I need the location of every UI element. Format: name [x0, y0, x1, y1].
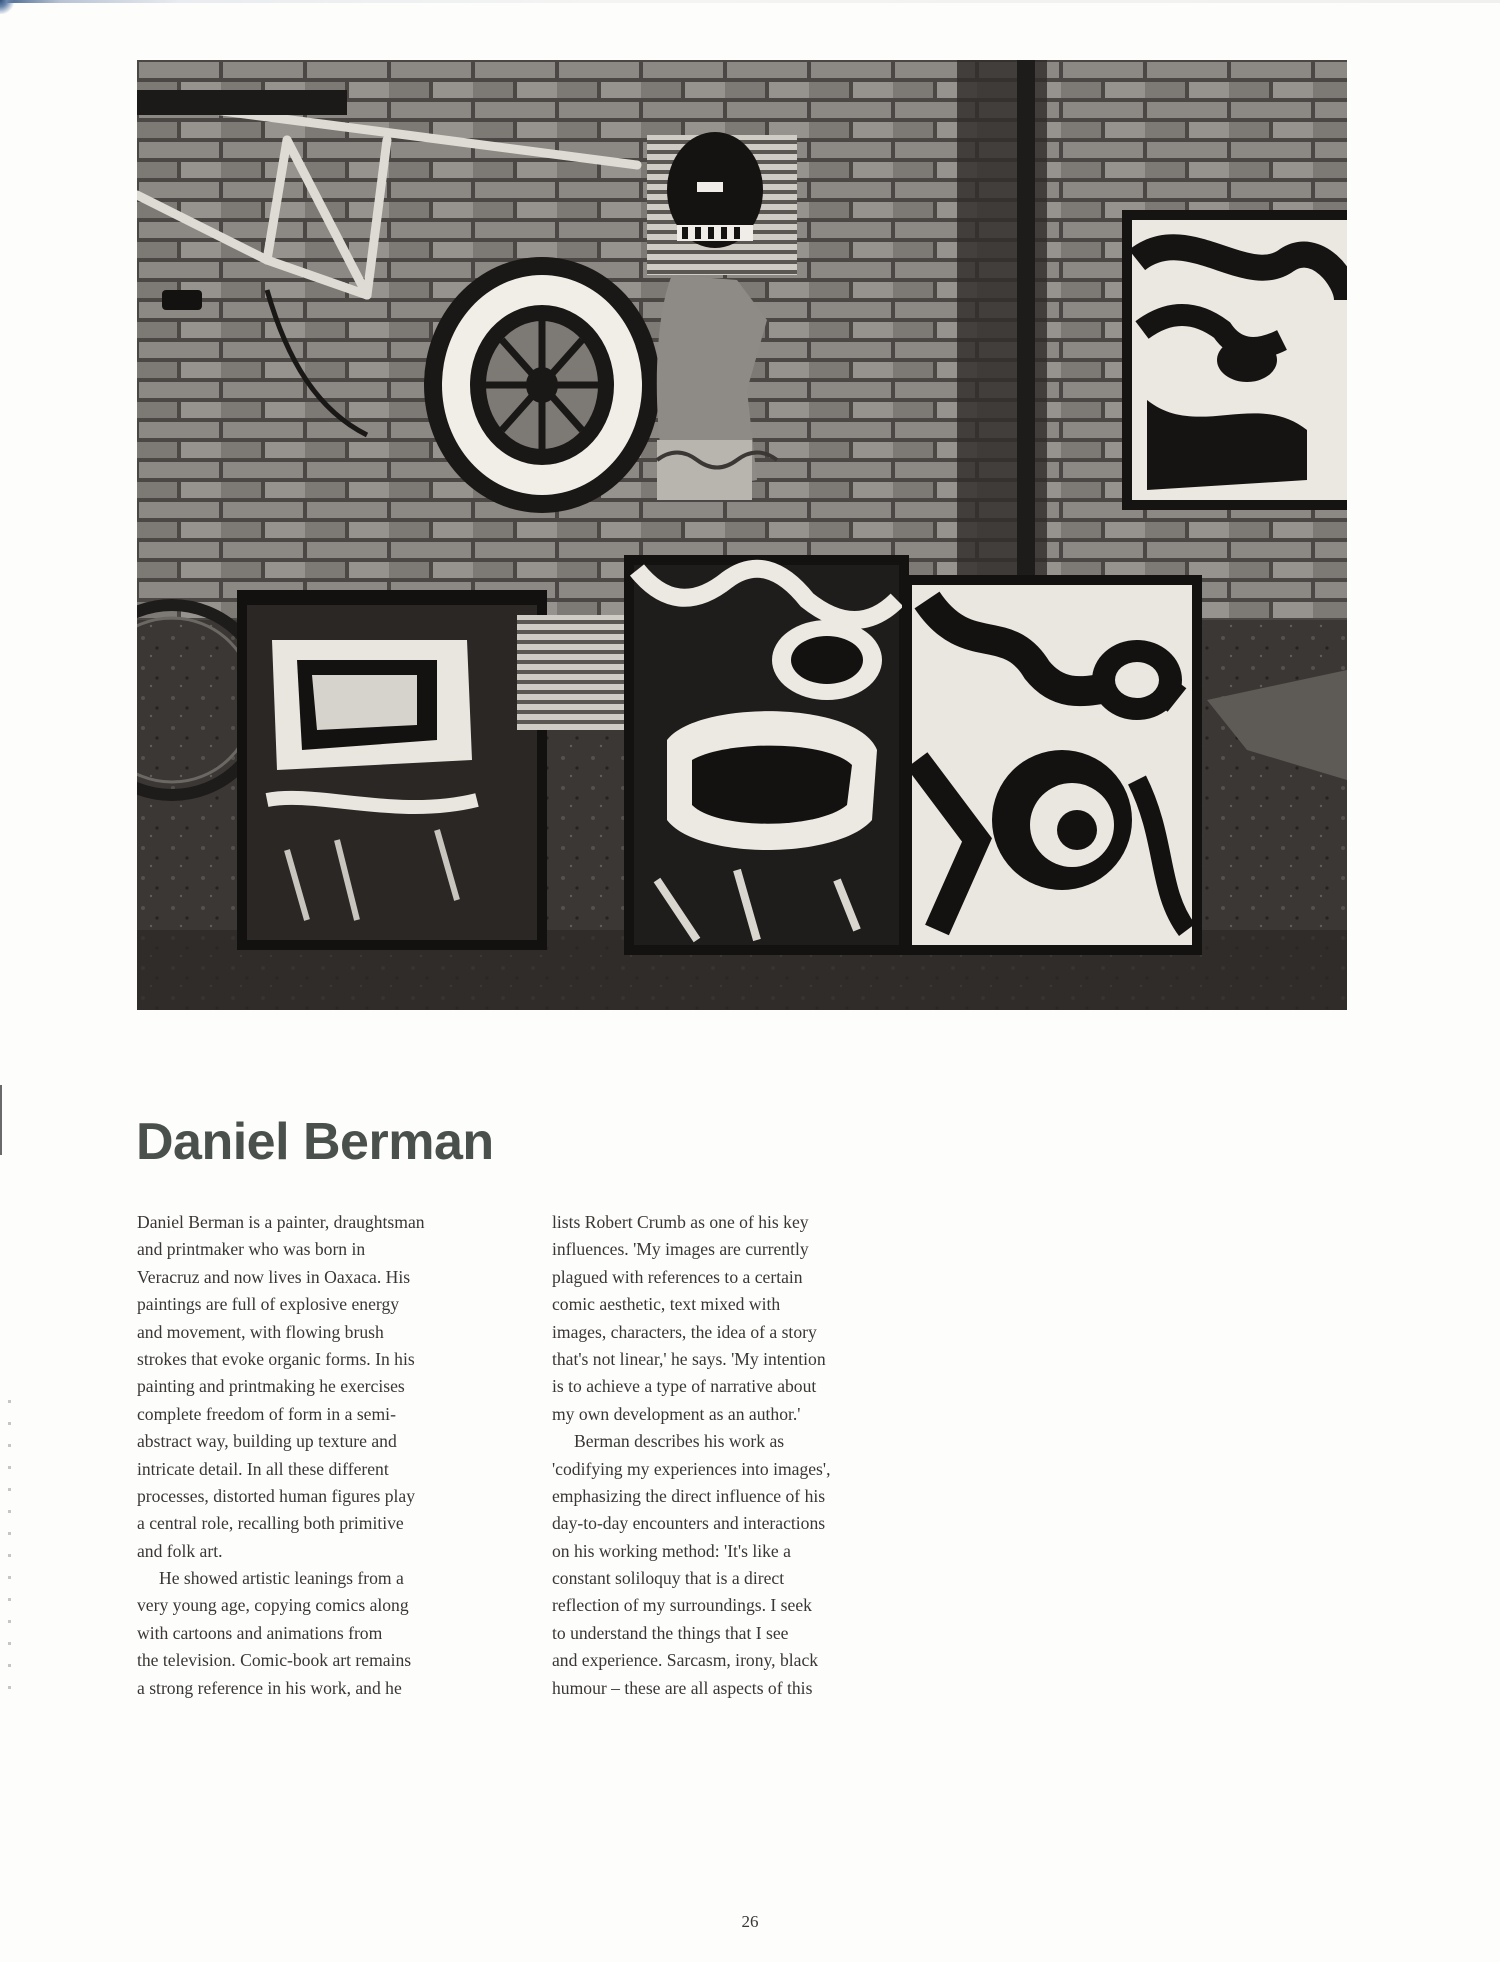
artist-name-heading: Daniel Berman — [136, 1113, 494, 1171]
text-column-right — [552, 1209, 932, 1702]
text-column-left — [137, 1209, 517, 1702]
body-text-line: and movement, with flowing brush — [137, 1321, 384, 1342]
margin-dots — [8, 1400, 11, 1700]
body-text-line: processes, distorted human figures play — [137, 1485, 416, 1506]
body-text-line: Berman describes his work as — [574, 1431, 785, 1452]
body-text-line: strokes that evoke organic forms. In his — [137, 1348, 415, 1369]
body-text-line: lists Robert Crumb as one of his key — [552, 1212, 809, 1232]
body-text-line: emphasizing the direct influence of his — [552, 1485, 826, 1506]
body-text-line: influences. 'My images are currently — [552, 1239, 809, 1260]
body-text-line: that's not linear,' he says. 'My intention — [552, 1348, 826, 1369]
body-text-line: is to achieve a type of narrative about — [552, 1376, 817, 1397]
body-text-line: the television. Comic-book art remains — [137, 1650, 412, 1671]
scan-top-edge — [0, 0, 1500, 3]
body-text-line: reflection of my surroundings. I seek — [552, 1595, 812, 1616]
body-text-line: comic aesthetic, text mixed with — [552, 1294, 781, 1315]
body-text-line: plagued with references to a certain — [552, 1266, 803, 1287]
body-text-line: with cartoons and animations from — [137, 1622, 383, 1643]
artist-studio-photo — [137, 60, 1347, 1010]
body-text-line: a strong reference in his work, and he — [137, 1677, 402, 1698]
body-text-line: day-to-day encounters and interactions — [552, 1513, 826, 1534]
body-text-line: humour – these are all aspects of this — [552, 1677, 813, 1698]
body-text-line: on his working method: 'It's like a — [552, 1540, 791, 1561]
body-text-line: abstract way, building up texture and — [137, 1431, 397, 1452]
body-text-line: Daniel Berman is a painter, draughtsman — [137, 1212, 425, 1232]
body-text-line: and folk art. — [137, 1540, 223, 1561]
body-text-line: my own development as an author.' — [552, 1403, 801, 1424]
page-number: 26 — [741, 1912, 759, 1931]
body-text-line: and printmaker who was born in — [137, 1239, 366, 1260]
body-text-line: painting and printmaking he exercises — [137, 1376, 405, 1397]
body-text-line: intricate detail. In all these different — [137, 1458, 389, 1479]
body-text-line: to understand the things that I see — [552, 1622, 789, 1643]
body-text-line: He showed artistic leanings from a — [159, 1568, 404, 1589]
body-text-line: images, characters, the idea of a story — [552, 1321, 817, 1342]
binding-mark — [0, 1085, 2, 1155]
body-text-line: constant soliloquy that is a direct — [552, 1568, 785, 1589]
body-text-line: 'codifying my experiences into images', — [552, 1458, 831, 1479]
body-text-line: complete freedom of form in a semi- — [137, 1403, 396, 1424]
body-text-line: and experience. Sarcasm, irony, black — [552, 1650, 819, 1671]
body-text-line: Veracruz and now lives in Oaxaca. His — [137, 1266, 411, 1287]
body-text-line: a central role, recalling both primitive — [137, 1513, 404, 1534]
body-text-line: very young age, copying comics along — [137, 1595, 409, 1616]
scan-corner-tint — [0, 0, 14, 14]
photo-illustration — [137, 60, 1347, 1010]
body-text-line: paintings are full of explosive energy — [137, 1294, 400, 1315]
